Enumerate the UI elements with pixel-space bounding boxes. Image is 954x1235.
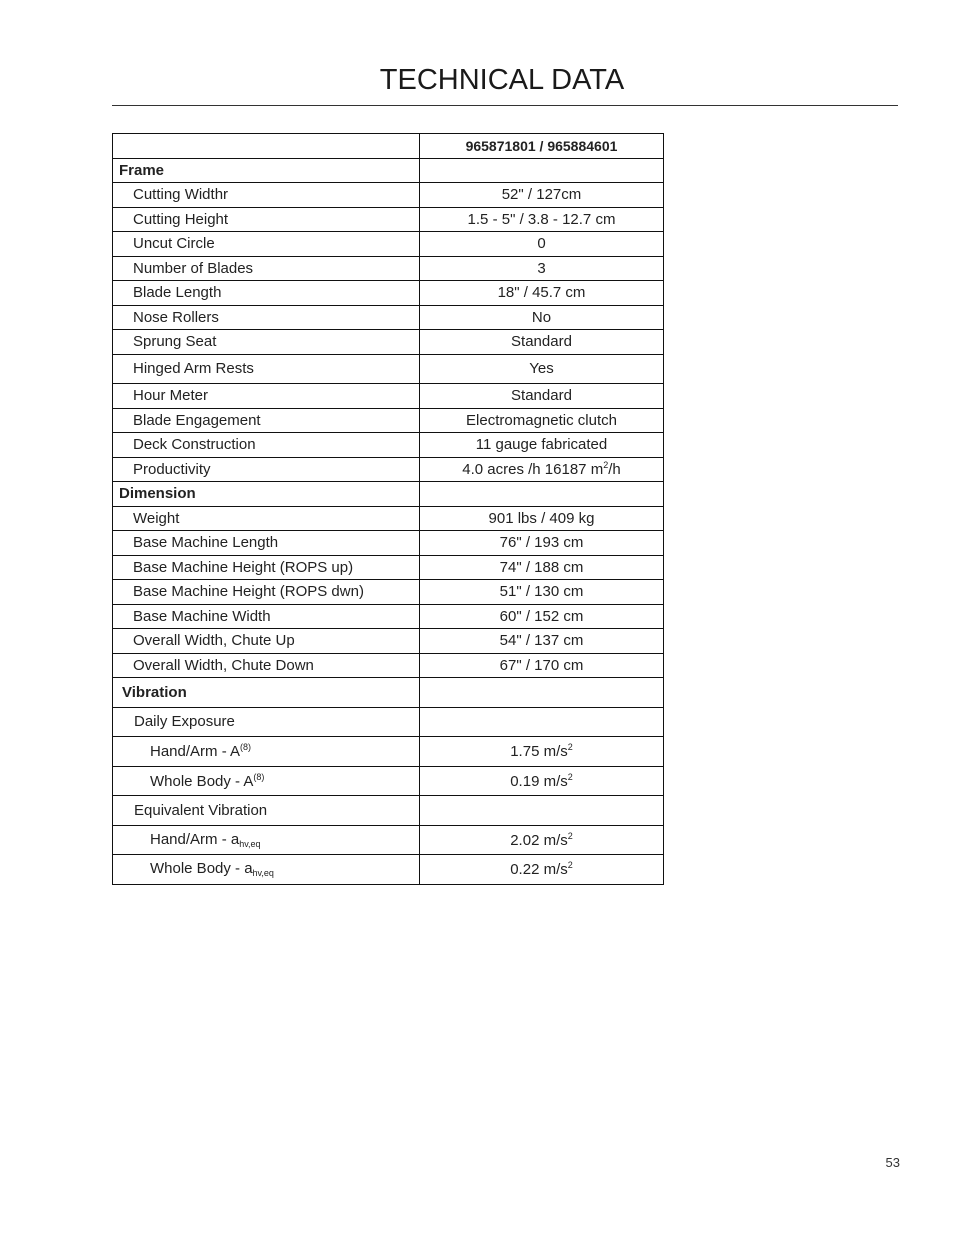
row-label [113,737,420,767]
table-row [113,629,664,654]
row-value: 74" / 188 cm [420,555,664,580]
table-row [113,183,664,208]
table-row [113,506,664,531]
table-header-row [113,134,664,159]
section-row-frame [113,158,664,183]
productivity-value: 4.0 acres /h 16187 m [462,461,604,479]
row-value: 3 [420,256,664,281]
value-text: 1.75 m/s [510,743,568,761]
row-label: Hinged Arm Rests [113,354,420,384]
row-value: Yes [420,354,664,384]
row-label: Overall Width, Chute Down [113,653,420,678]
superscript: 2 [567,830,573,841]
superscript: 2 [567,771,573,782]
value-text: 0.22 m/s [510,861,568,879]
vibration-group-row [113,707,664,737]
row-value [420,766,664,796]
row-value: Electromagnetic clutch [420,408,664,433]
value-text: 0.19 m/s [510,772,568,790]
row-label [113,855,420,885]
table-row [113,433,664,458]
row-label: Weight [113,506,420,531]
section-blank-cell [420,678,664,708]
row-label: Blade Engagement [113,408,420,433]
table-row [113,232,664,257]
table-row [113,281,664,306]
row-value [420,457,664,482]
group-blank-cell [420,707,664,737]
row-label: Uncut Circle [113,232,420,257]
row-value: 11 gauge fabricated [420,433,664,458]
equivalent-vibration-label: Equivalent Vibration [113,796,420,826]
technical-data-table [112,133,664,885]
table-row [113,305,664,330]
row-value: Standard [420,384,664,409]
row-label: Base Machine Height (ROPS up) [113,555,420,580]
section-heading-dimension: Dimension [113,482,420,507]
row-label: Number of Blades [113,256,420,281]
row-label: Cutting Widthr [113,183,420,208]
row-value: 67" / 170 cm [420,653,664,678]
section-heading-frame: Frame [113,158,420,183]
section-blank-cell [420,482,664,507]
table-row [113,580,664,605]
superscript: 2 [567,742,573,753]
row-label: Blade Length [113,281,420,306]
table-row [113,737,664,767]
section-row-dimension [113,482,664,507]
section-blank-cell [420,158,664,183]
section-row-vibration [113,678,664,708]
row-value: 1.5 - 5" / 3.8 - 12.7 cm [420,207,664,232]
group-blank-cell [420,796,664,826]
daily-exposure-label: Daily Exposure [113,707,420,737]
model-number-header: 965871801 / 965884601 [420,134,664,159]
label-text: Hand/Arm - A [150,743,241,761]
row-label: Deck Construction [113,433,420,458]
productivity-unit: /h [608,461,621,479]
table-row [113,604,664,629]
row-label: Base Machine Width [113,604,420,629]
row-value: 0 [420,232,664,257]
table-row [113,408,664,433]
superscript: 2 [603,460,609,471]
row-label: Productivity [113,457,420,482]
page-title: TECHNICAL DATA [379,64,625,96]
label-text: Whole Body - A [150,772,254,790]
row-label: Base Machine Height (ROPS dwn) [113,580,420,605]
subscript: hv,eq [239,838,261,849]
table-row [113,457,664,482]
row-value: 54" / 137 cm [420,629,664,654]
superscript: (8) [253,771,265,782]
table-row [113,531,664,556]
table-row [113,330,664,355]
row-value: Standard [420,330,664,355]
superscript: 2 [567,860,573,871]
row-value [420,825,664,855]
table-row [113,384,664,409]
row-label: Overall Width, Chute Up [113,629,420,654]
row-value: 18" / 45.7 cm [420,281,664,306]
row-label: Sprung Seat [113,330,420,355]
table-row [113,256,664,281]
section-heading-vibration: Vibration [113,678,420,708]
table-row [113,207,664,232]
table-row [113,555,664,580]
row-value: 76" / 193 cm [420,531,664,556]
row-value: 51" / 130 cm [420,580,664,605]
superscript: (8) [240,742,252,753]
row-label: Hour Meter [113,384,420,409]
row-value: 60" / 152 cm [420,604,664,629]
subscript: hv,eq [252,868,274,879]
page-number: 53 [885,1155,900,1170]
table-row [113,766,664,796]
table-row [113,653,664,678]
row-label [113,766,420,796]
label-text: Whole Body - a [150,860,253,878]
vibration-group-row [113,796,664,826]
row-label [113,825,420,855]
row-value: 901 lbs / 409 kg [420,506,664,531]
table-row [113,354,664,384]
row-value [420,737,664,767]
row-label: Nose Rollers [113,305,420,330]
table-row [113,825,664,855]
row-label: Base Machine Length [113,531,420,556]
header-blank-cell [113,134,420,159]
row-value [420,855,664,885]
table-row [113,855,664,885]
title-divider [112,105,898,106]
row-value: No [420,305,664,330]
value-text: 2.02 m/s [510,831,568,849]
label-text: Hand/Arm - a [150,830,240,848]
row-value: 52" / 127cm [420,183,664,208]
row-label: Cutting Height [113,207,420,232]
